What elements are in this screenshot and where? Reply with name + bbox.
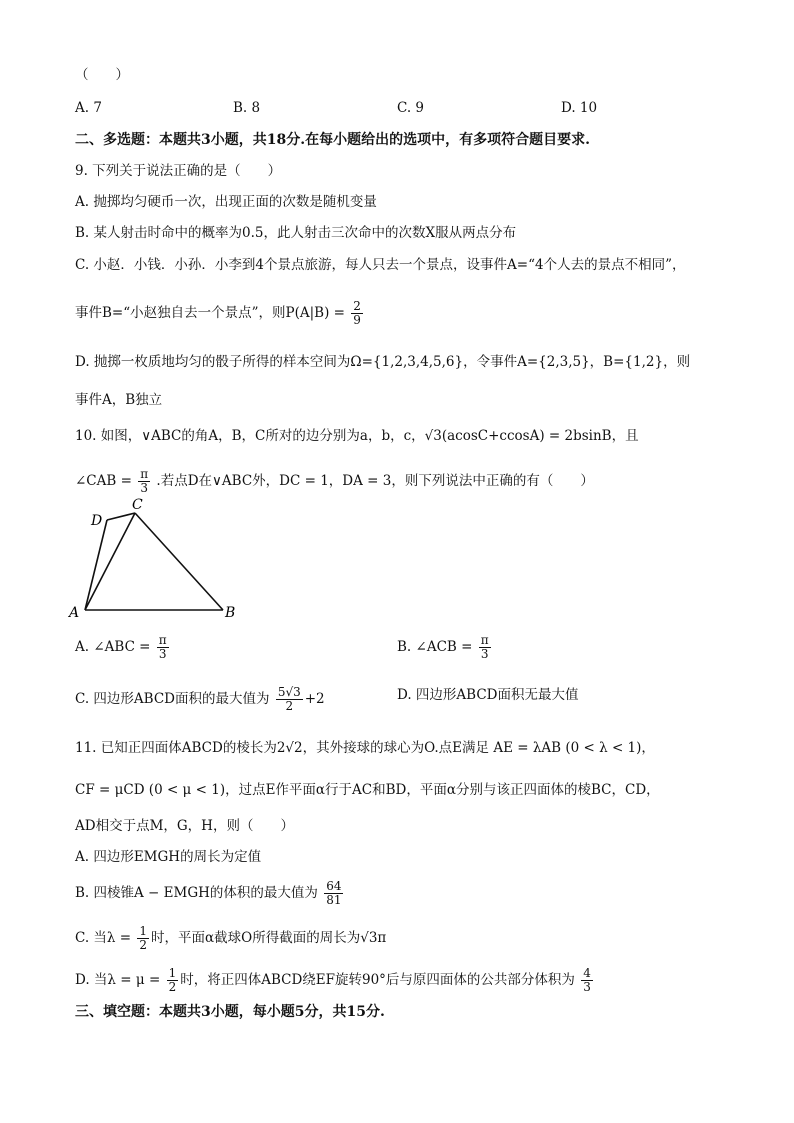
q10-stem-line1: 10. 如图，∨ABC的角A，B，C所对的边分别为a，b，c，√3(acosC+ccosA) = 2bsinB，且 [75, 428, 639, 444]
q9-option-a: A. 抛掷均匀硬币一次，出现正面的次数是随机变量 [75, 194, 377, 210]
q10-stem-line2 [75, 468, 594, 495]
section-3-heading: 三、填空题：本题共3小题，每小题5分，共15分. [75, 1004, 385, 1020]
q9-c-fraction: $\frac{2}{9}$ [353, 299, 361, 327]
q10-option-c: C. 四边形ABCD面积的最大值为 $\frac{5√3}{2}$ +2 [75, 685, 325, 713]
q9-stem: 9. 下列关于说法正确的是（ ） [75, 163, 282, 179]
q9-c-text: 事件B=“小赵独自去一个景点”，则P(A|B) = [75, 305, 345, 321]
section-2-heading: 二、多选题：本题共3小题，共18分.在每小题给出的选项中，有多项符合题目要求. [75, 132, 590, 148]
edge-dc [107, 513, 135, 520]
q10-option-b: B. ∠ACB = $\frac{\pi}{3}$ [397, 633, 489, 661]
q11-option-d: D. 当λ = μ = $\frac{1}{2}$ 时，将正四体ABCD绕EF旋转90°后与原四面体的公共部分体积为 $\frac{4}{3}$ [75, 966, 591, 994]
label-d: D [91, 513, 103, 529]
q9-option-c-line1: C. 小赵．小钱．小孙．小李到4个景点旅游，每人只去一个景点，设事件A=“4个人去的景点不相同”， [75, 257, 686, 273]
q9-option-c-line2 [75, 300, 365, 327]
q9-option-d-line1: D. 抛掷一枚质地均匀的骰子所得的样本空间为Ω={1,2,3,4,5,6}，令事件A={2,3,5}，B={1,2}，则 [75, 354, 691, 370]
q11-stem-line3: AD相交于点M，G，H，则（ ） [75, 818, 294, 834]
q10-angle-label: ∠CAB = [75, 473, 132, 489]
q10-triangle-figure [65, 495, 250, 625]
label-c: C [132, 497, 143, 513]
q11-option-a: A. 四边形EMGH的周长为定值 [75, 849, 262, 865]
edge-ad [85, 520, 107, 610]
edge-cb [135, 513, 223, 610]
q11-vector-relation: AE = λAB (0 < λ < 1)， [493, 740, 655, 756]
q9-option-b: B. 某人射击时命中的概率为0.5，此人射击三次命中的次数X服从两点分布 [75, 225, 517, 241]
q10-angle-fraction: $\frac{\pi}{3}$ [140, 467, 149, 495]
q8-option-d: D. 10 [561, 100, 598, 116]
q10-option-d: D. 四边形ABCD面积无最大值 [397, 687, 579, 703]
q11-stem-line2: CF = μCD (0 < μ < 1)，过点E作平面α行于AC和BD，平面α分别与该正四面体的棱BC，CD， [75, 782, 660, 798]
answer-paren: （ ） [75, 67, 129, 83]
q11-option-c: C. 当λ = $\frac{1}{2}$ 时，平面α截球O所得截面的周长为√3π [75, 924, 387, 952]
q10-stem-rest: .若点D在∨ABC外，DC = 1，DA = 3，则下列说法中正确的有（ ） [156, 473, 594, 489]
q8-option-c: C. 9 [397, 100, 425, 116]
q8-option-b: B. 8 [233, 100, 261, 116]
q10-option-a: A. ∠ABC = $\frac{\pi}{3}$ [75, 633, 167, 661]
q11-option-b: B. 四棱锥A − EMGH的体积的最大值为 $\frac{64}{81}$ [75, 879, 342, 907]
label-b: B [225, 605, 236, 621]
q9-option-d-line2: 事件A，B独立 [75, 392, 163, 408]
label-a: A [69, 605, 80, 621]
q11-stem-line1: 11. 已知正四面体ABCD的棱长为2√2，其外接球的球心为O.点E满足 AE = λAB (0 < λ < 1)， [75, 740, 655, 756]
q8-option-a: A. 7 [75, 100, 102, 116]
